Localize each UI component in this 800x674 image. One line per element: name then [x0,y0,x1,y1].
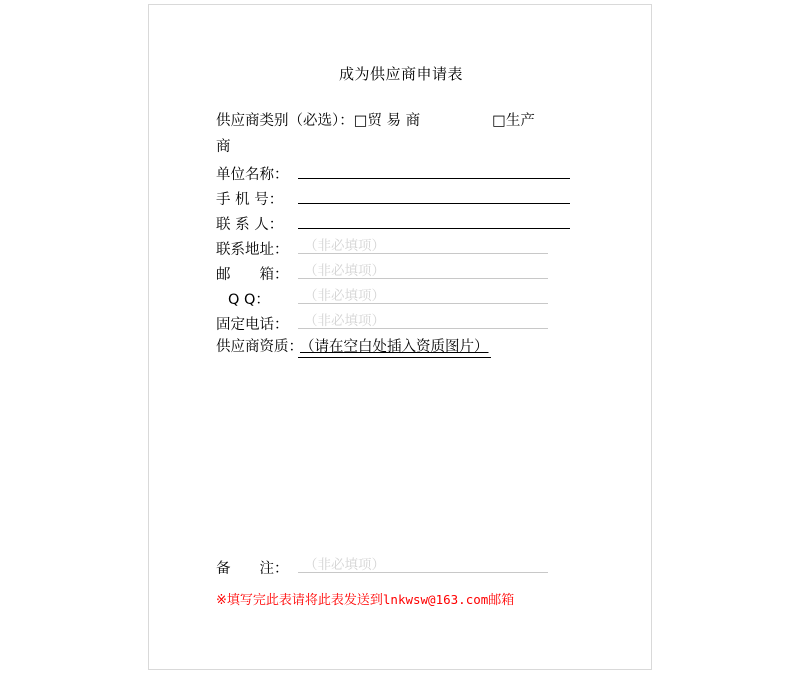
field-label-mobile: 手 机 号： [216,192,284,208]
field-hint-qq: （非必填项） [304,288,385,304]
field-input-address[interactable] [298,235,548,254]
field-label-remark: 备 注： [216,561,289,577]
field-hint-telephone: （非必填项） [304,313,385,329]
field-label-qq: Q Q： [228,292,270,308]
field-row-company-name [216,160,636,185]
checkbox-manufacturer-icon[interactable]: □ [492,113,506,129]
form-body [216,109,636,360]
option-manufacturer-label: 生产 [505,113,535,129]
field-hint-address: （非必填项） [304,238,385,254]
field-row-qualification [216,335,636,360]
page-title: 成为供应商申请表 [338,65,463,83]
field-input-telephone[interactable] [298,310,548,329]
field-label-telephone: 固定电话： [216,317,289,333]
notice-prefix: ※填写完此表请将此表发送到 [216,593,383,608]
field-input-company-name[interactable] [298,160,570,179]
notice-suffix: 邮箱 [488,593,515,608]
checkbox-trade-icon[interactable]: □ [353,113,368,129]
field-label-contact-person: 联 系 人： [216,217,284,233]
field-row-qq [216,285,636,310]
field-row-email [216,260,636,285]
supplier-category-label: 供应商类别（必选）： [216,113,354,129]
submission-notice [216,589,656,608]
supplier-category-row [216,109,636,134]
field-hint-remark: （非必填项） [304,557,385,573]
field-input-mobile[interactable] [298,185,570,204]
notice-email: lnkwsw@163.com [382,592,489,607]
field-row-telephone [216,310,636,335]
field-label-company-name: 单位名称： [216,167,289,183]
document-sheet [148,4,652,670]
qualification-instruction[interactable]: （请在空白处插入资质图片） [298,335,491,358]
field-label-qualification: 供应商资质： [216,339,303,355]
field-hint-email: （非必填项） [304,263,385,279]
field-input-remark[interactable] [298,554,548,573]
option-manufacturer-label-wrap: 商 [216,139,231,155]
field-row-mobile [216,185,636,210]
field-input-qq[interactable] [298,285,548,304]
field-label-address: 联系地址： [216,242,289,258]
field-row-remark [216,554,636,578]
field-label-email: 邮 箱： [216,267,289,283]
field-row-address [216,235,636,260]
field-input-email[interactable] [298,260,548,279]
field-row-contact-person [216,210,636,235]
field-input-contact-person[interactable] [298,210,570,229]
option-trade-label: 贸 易 商 [367,113,421,129]
